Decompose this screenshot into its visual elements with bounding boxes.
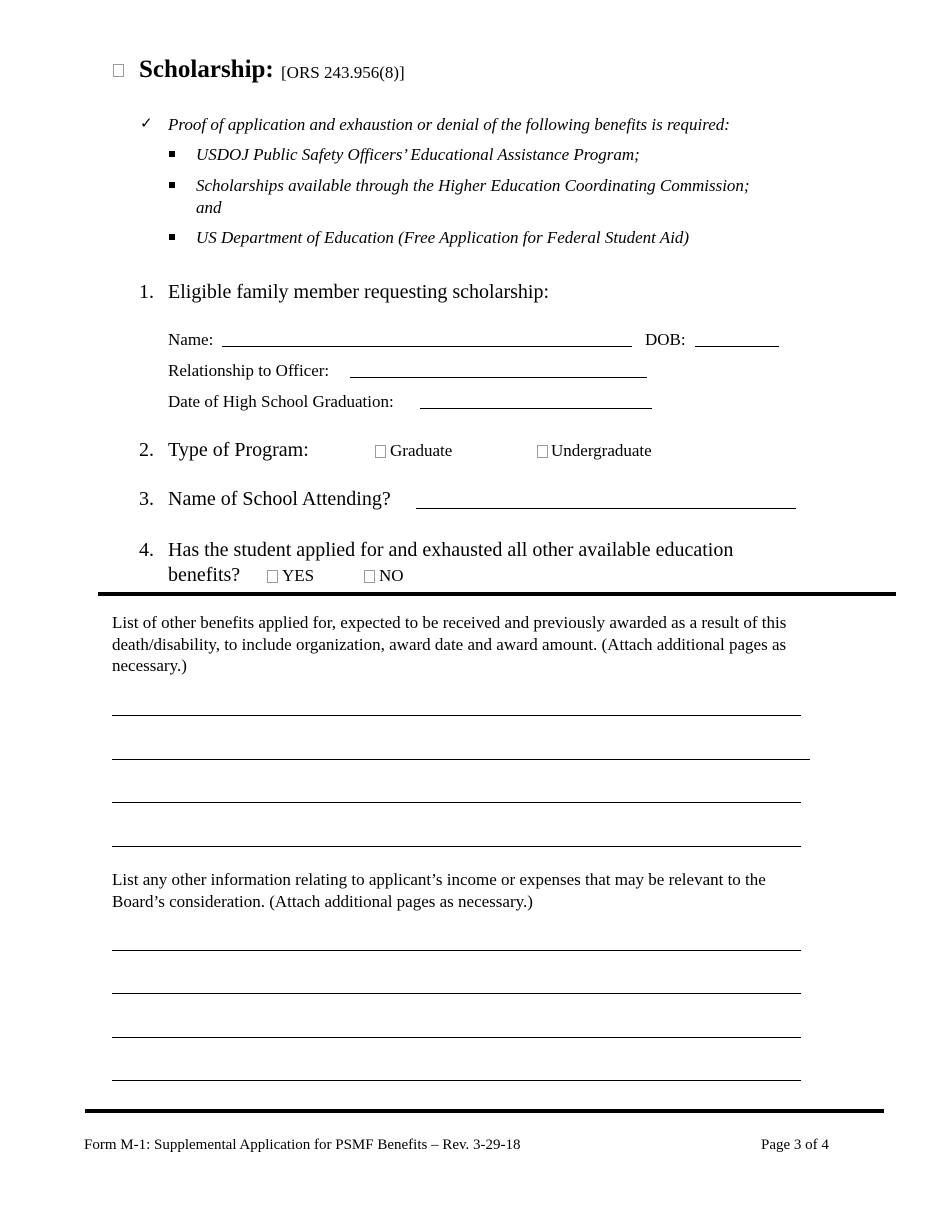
graduation-date-label: Date of High School Graduation:	[168, 392, 394, 411]
income-instructions: List any other information relating to applicant’s income or expenses that may be relevant to the Board’s consideration. (Attach additional pages as necessary.)	[112, 870, 766, 911]
question-number: 3.	[139, 488, 154, 510]
question-4-text-continued: benefits?	[168, 564, 241, 586]
school-input-line[interactable]	[416, 508, 796, 509]
question-number: 1.	[139, 281, 154, 303]
requirement-item: US Department of Education (Free Application for Federal Student Aid)	[196, 228, 690, 247]
income-input-line[interactable]	[112, 993, 801, 994]
question-3-text: Name of School Attending?	[168, 488, 391, 510]
requirement-item-continued: and	[196, 198, 222, 217]
footer-divider	[85, 1109, 884, 1113]
question-1-text: Eligible family member requesting scholarship:	[168, 281, 550, 303]
income-input-line[interactable]	[112, 1037, 801, 1038]
relationship-label: Relationship to Officer:	[168, 361, 330, 380]
dob-label: DOB:	[645, 330, 686, 349]
requirements-intro: Proof of application and exhaustion or denial of the following benefits is required:	[168, 115, 730, 134]
graduation-date-input-line[interactable]	[420, 408, 652, 409]
benefits-input-line[interactable]	[112, 802, 801, 803]
statute-citation: [ORS 243.956(8)]	[281, 63, 405, 82]
no-label: NO	[379, 566, 404, 585]
question-number: 4.	[139, 539, 154, 561]
benefits-input-line[interactable]	[112, 759, 810, 760]
undergraduate-checkbox[interactable]	[537, 445, 548, 458]
question-number: 2.	[139, 439, 154, 461]
checkmark-icon: ✓	[140, 114, 153, 132]
yes-checkbox[interactable]	[267, 570, 278, 583]
income-input-line[interactable]	[112, 950, 801, 951]
requirement-item: Scholarships available through the Higher Education Coordinating Commission;	[196, 176, 750, 195]
name-label: Name:	[168, 330, 214, 349]
benefits-input-line[interactable]	[112, 715, 801, 716]
income-input-line[interactable]	[112, 1080, 801, 1081]
question-2-text: Type of Program:	[168, 439, 309, 461]
form-title: Form M-1: Supplemental Application for PSMF Benefits – Rev. 3-29-18	[84, 1137, 521, 1153]
section-divider	[98, 592, 896, 596]
scholarship-checkbox[interactable]	[113, 64, 124, 77]
section-title: Scholarship:	[139, 56, 274, 83]
benefits-instructions: List of other benefits applied for, expected to be received and previously awarded as a result of this death/disability, to include organization, award date and award amount. (Attach additional pages as necessary.)	[112, 613, 787, 675]
name-input-line[interactable]	[222, 346, 632, 347]
square-bullet-icon	[169, 234, 175, 240]
question-4-text: Has the student applied for and exhausted all other available education	[168, 539, 734, 561]
relationship-input-line[interactable]	[350, 377, 647, 378]
dob-input-line[interactable]	[695, 346, 779, 347]
graduate-checkbox[interactable]	[375, 445, 386, 458]
page-number: Page 3 of 4	[761, 1137, 829, 1153]
square-bullet-icon	[169, 182, 175, 188]
yes-label: YES	[282, 566, 315, 585]
square-bullet-icon	[169, 151, 175, 157]
undergraduate-label: Undergraduate	[551, 441, 652, 460]
benefits-input-line[interactable]	[112, 846, 801, 847]
requirement-item: USDOJ Public Safety Officers’ Educational Assistance Program;	[196, 145, 640, 164]
no-checkbox[interactable]	[364, 570, 375, 583]
graduate-label: Graduate	[390, 441, 453, 460]
